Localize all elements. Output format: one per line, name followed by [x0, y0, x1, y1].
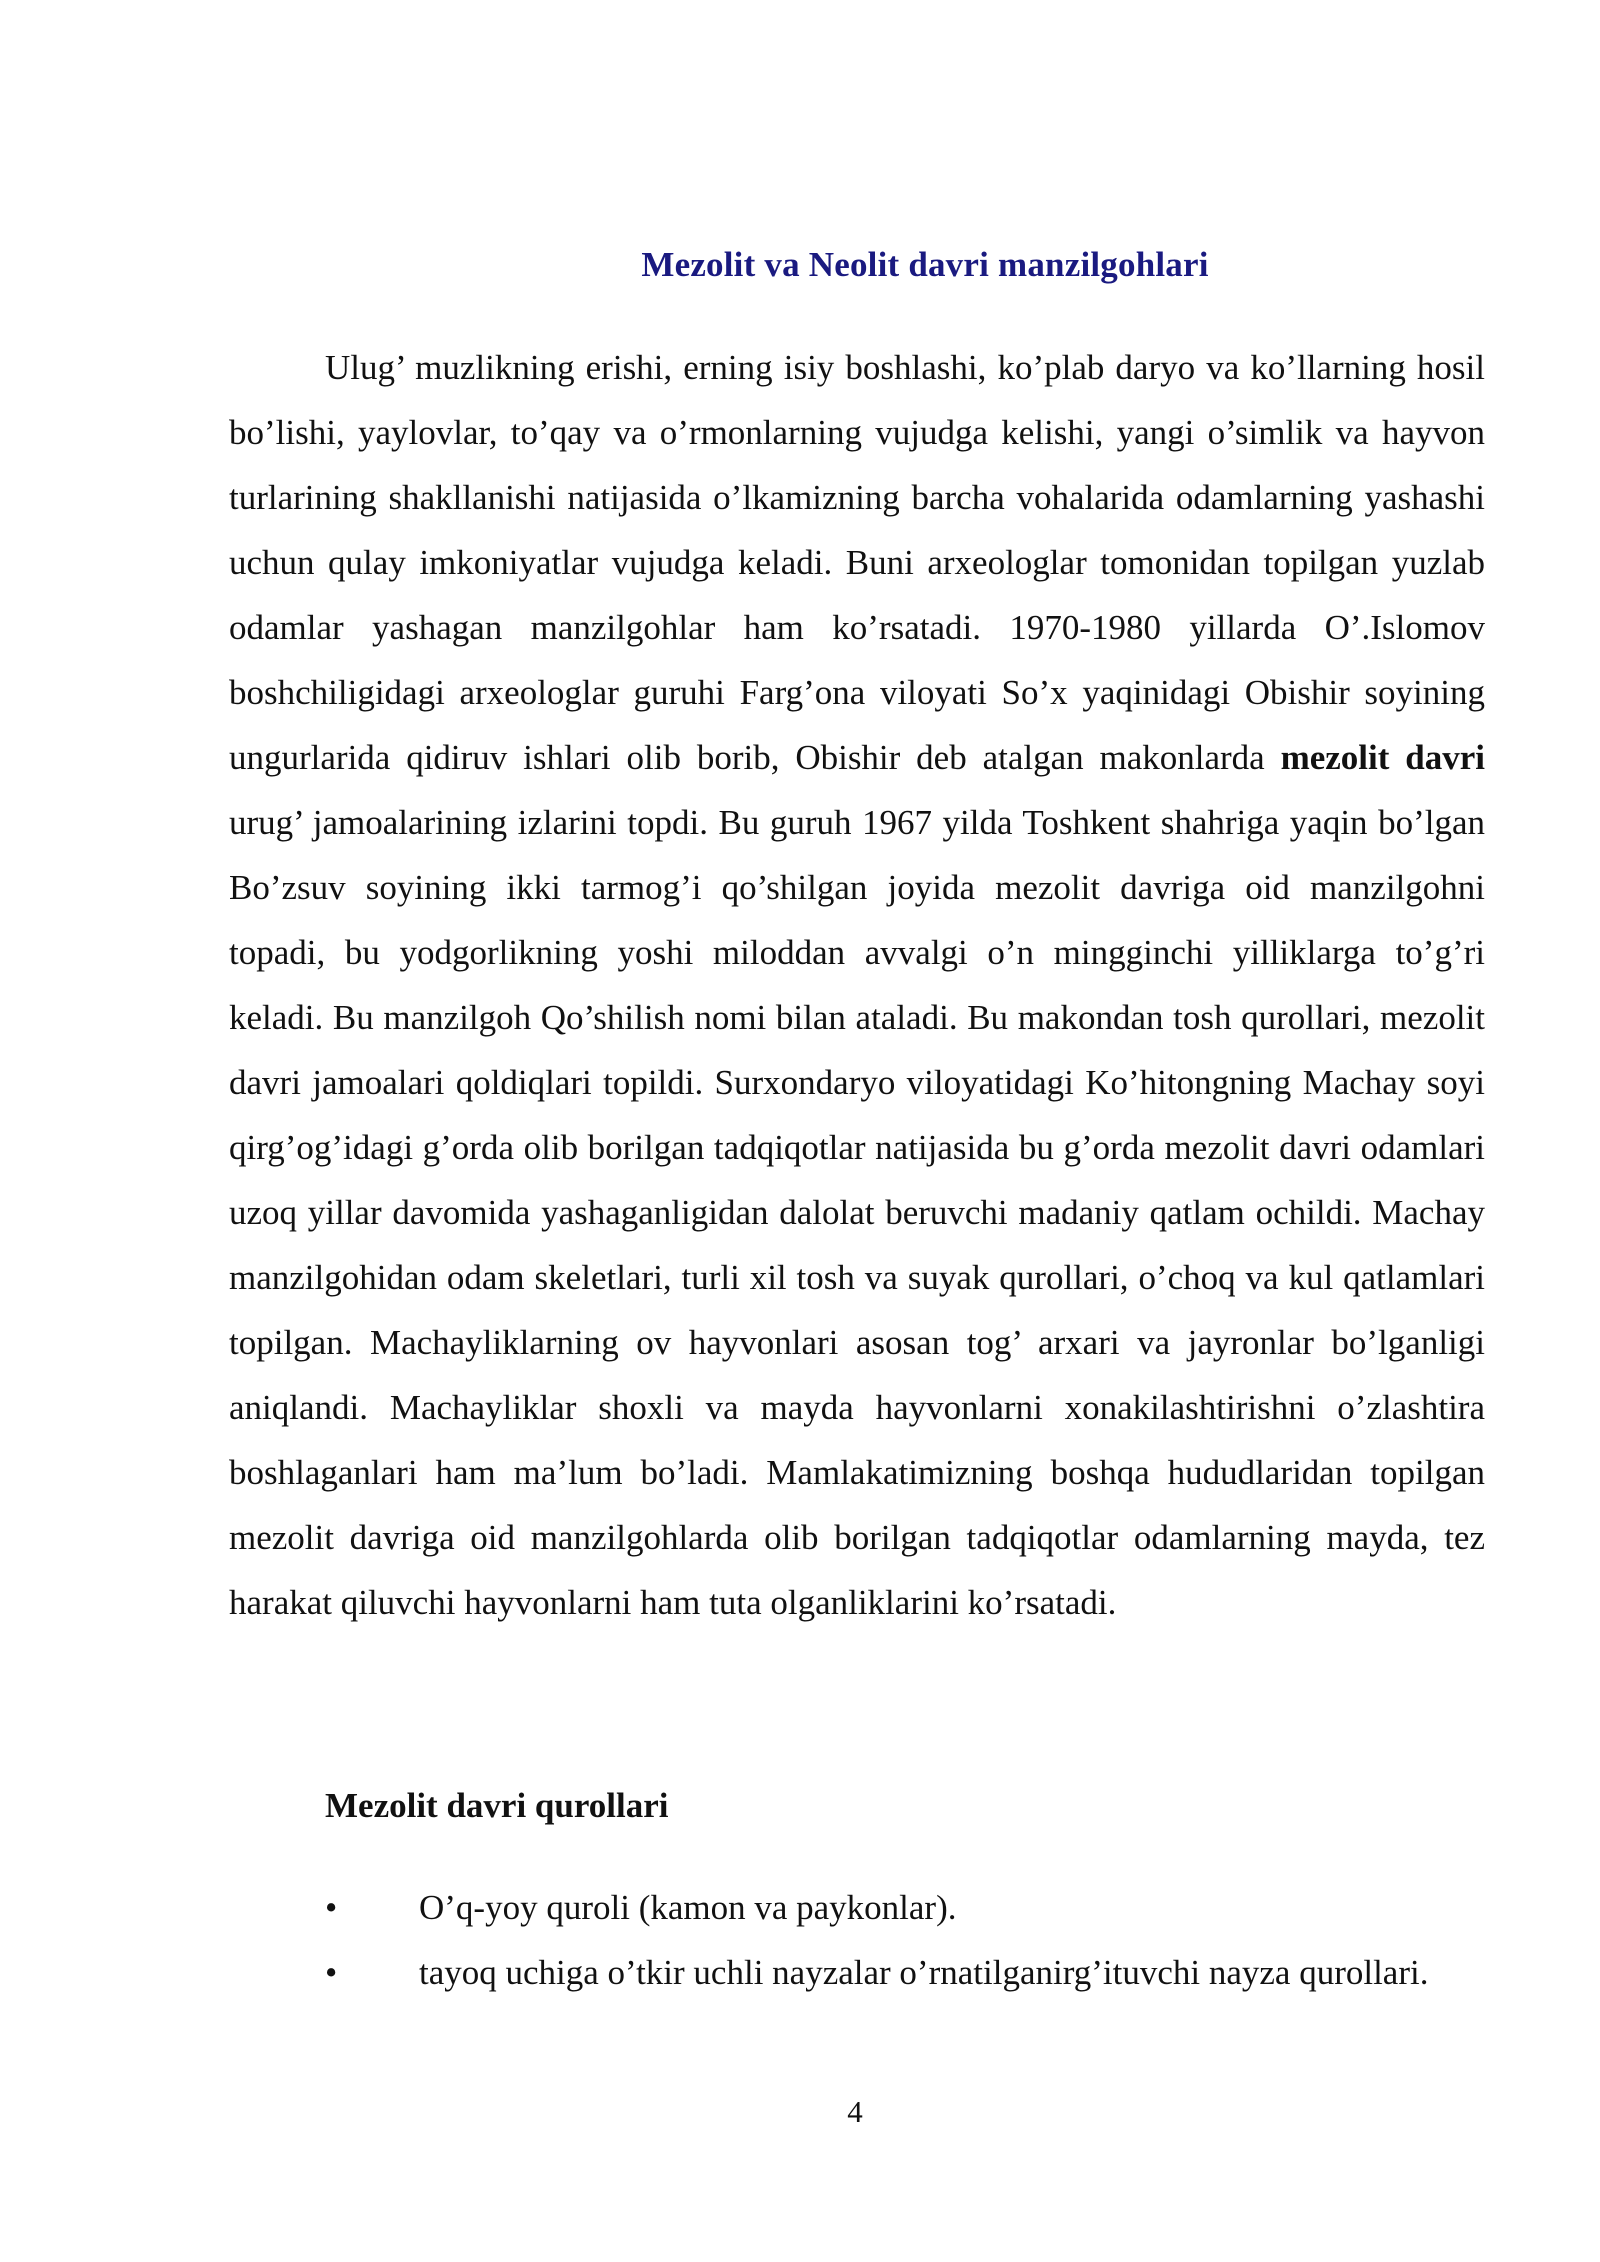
page-number: 4 — [847, 2094, 863, 2129]
paragraph-bold-term: mezolit davri — [1280, 738, 1485, 777]
list-item — [229, 1940, 1485, 2005]
body-paragraph — [229, 335, 1485, 1635]
paragraph-text-part1: Ulug’ muzlikning erishi, erning isiy boshlashi, ko’plab daryo va ko’llarning hosil bo’lishi, yaylovlar, to’qay va o’rmonlarning vujudga kelishi, yangi o’simlik va hayvon turlarining shakllanishi natijasida o’lkamizning barcha vohalarida odamlarning yashashi uchun qulay imkoniyatlar vujudga keladi. Buni arxeologlar tomonidan topilgan yuzlab odamlar yashagan manzilgohlar ham ko’rsatadi. 1970-1980 yillarda O’.Islomov boshchiligidagi arxeologlar guruhi Farg’ona viloyati So’x yaqinidagi Obishir soyining ungurlarida qidiruv ishlari olib borib, Obishir deb atalgan makonlarda — [229, 348, 1485, 777]
page-title: Mezolit va Neolit davri manzilgohlari — [641, 245, 1209, 284]
bullet-icon: • — [325, 1953, 338, 1992]
bullet-icon: • — [325, 1888, 338, 1927]
section-subheading: Mezolit davri qurollari — [325, 1786, 669, 1825]
list-item-text: tayoq uchiga o’tkir uchli nayzalar o’rnatilganirg’ituvchi nayza qurollari. — [419, 1953, 1429, 1992]
paragraph-text-part2: urug’ jamoalarining izlarini topdi. Bu guruh 1967 yilda Toshkent shahriga yaqin bo’lgan Bo’zsuv soyining ikki tarmog’i qo’shilgan joyida mezolit davriga oid manzilgohni topadi, bu yodgorlikning yoshi miloddan avvalgi o’n mingginchi yilliklarga to’g’ri keladi. Bu manzilgoh Qo’shilish nomi bilan ataladi. Bu makondan tosh qurollari, mezolit davri jamoalari qoldiqlari topildi. Surxondaryo viloyatidagi Ko’hitongning Machay soyi qirg’og’idagi g’orda olib borilgan tadqiqotlar natijasida bu g’orda mezolit davri odamlari uzoq yillar davomida yashaganligidan dalolat beruvchi madaniy qatlam ochildi. Machay manzilgohidan odam skeletlari, turli xil tosh va suyak qurollari, o’choq va kul qatlamlari topilgan. Machayliklarning ov hayvonlari asosan tog’ arxari va jayronlar bo’lganligi aniqlandi. Machayliklar shoxli va mayda hayvonlarni xonakilashtirishni o’zlashtira boshlaganlari ham ma’lum bo’ladi. Mamlakatimizning boshqa hududlaridan topilgan mezolit davriga oid manzilgohlarda olib borilgan tadqiqotlar odamlarning mayda, tez harakat qiluvchi hayvonlarni ham tuta olganliklarini ko’rsatadi. — [229, 803, 1485, 1622]
list-item-text: O’q-yoy quroli (kamon va paykonlar). — [419, 1888, 957, 1927]
list-item — [229, 1875, 1485, 1940]
